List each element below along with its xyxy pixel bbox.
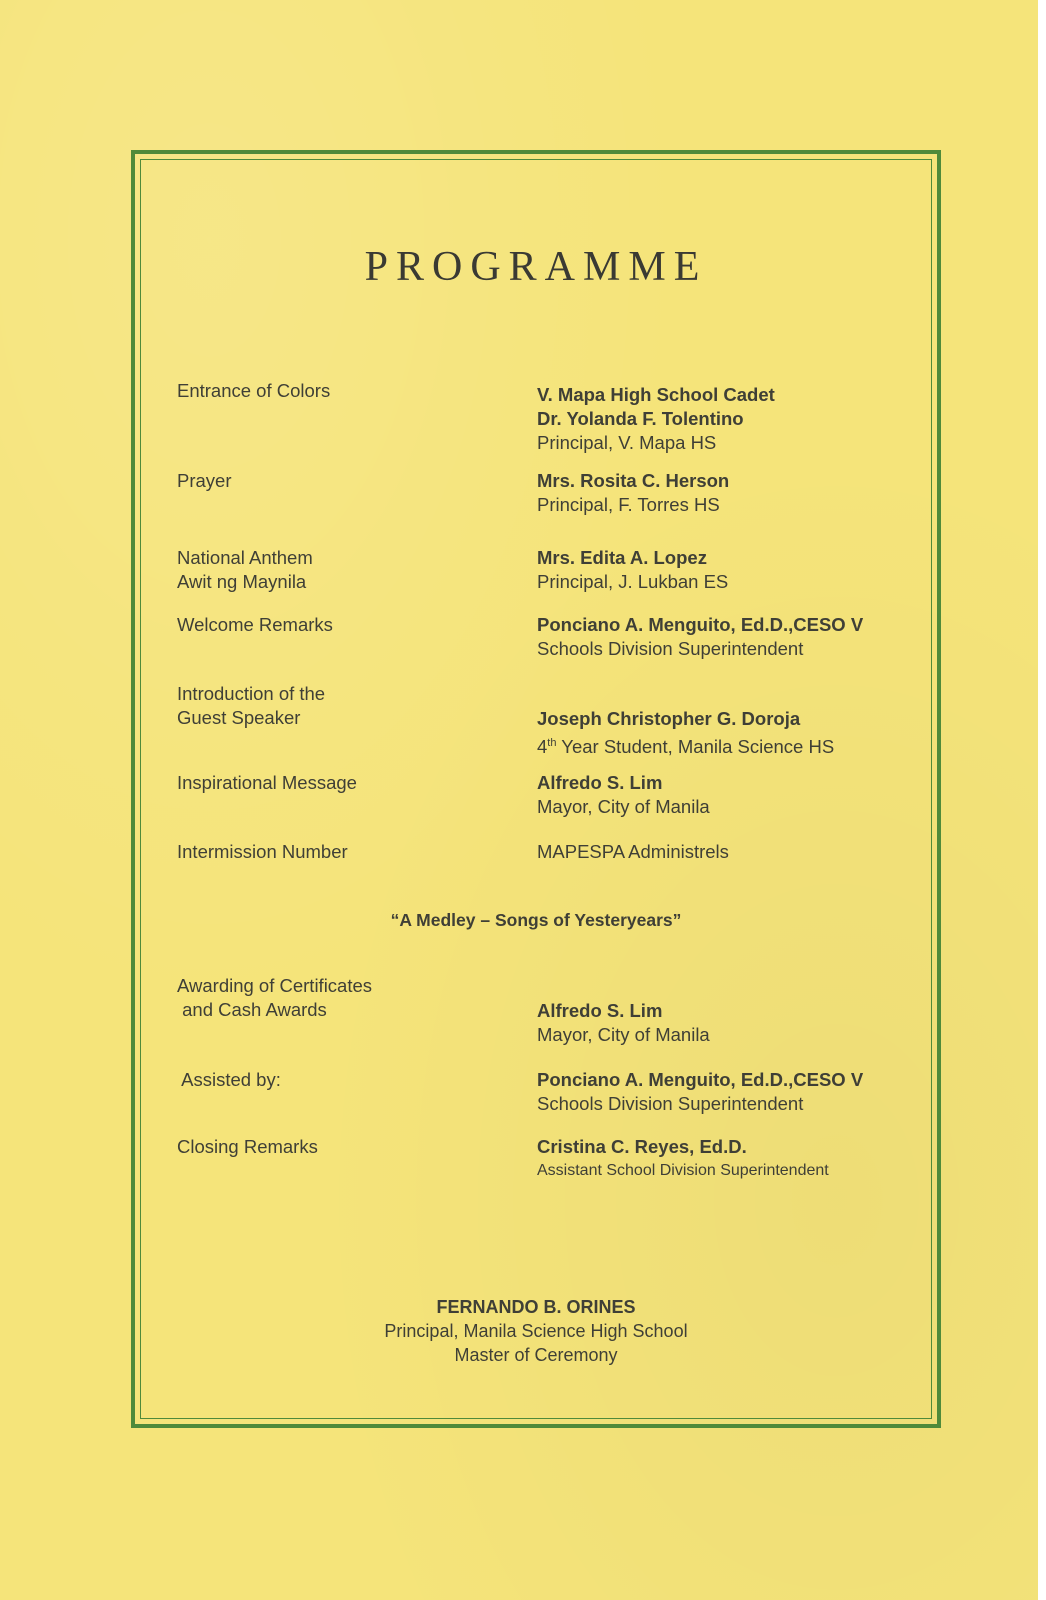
program-item-person: Cristina C. Reyes, Ed.D. Assistant School Division Superintendent (537, 1136, 829, 1179)
program-item-person: Alfredo S. Lim Mayor, City of Manila (537, 772, 710, 817)
program-item-label: Prayer (177, 470, 232, 491)
program-item-person: Alfredo S. Lim Mayor, City of Manila (537, 1000, 710, 1045)
program-item-label: National Anthem Awit ng Maynila (177, 547, 313, 592)
program-item-person: Joseph Christopher G. Doroja 4th Year Student, Manila Science HS (537, 708, 835, 758)
ordinal-number: 4 (537, 736, 548, 758)
program-item-label: Introduction of the Guest Speaker (177, 683, 326, 728)
paper-edge (1038, 0, 1046, 1600)
program-item-person: V. Mapa High School Cadet Dr. Yolanda F. Tolentino Principal, V. Mapa HS (537, 384, 775, 453)
program-item-label: Assisted by: (177, 1069, 281, 1090)
program-item-label: Awarding of Certificates and Cash Awards (177, 975, 373, 1020)
program-item-label: Intermission Number (177, 841, 348, 862)
program-item-person: Mrs. Edita A. Lopez Principal, J. Lukban ES (537, 547, 729, 592)
program-item-person: Ponciano A. Menguito, Ed.D.,CESO V Schools Division Superintendent (537, 1069, 864, 1114)
programme-title: PROGRAMME (364, 244, 708, 290)
ordinal-suffix: th (547, 737, 557, 749)
program-item-label: Inspirational Message (177, 772, 357, 793)
program-item-label: Entrance of Colors (177, 380, 331, 401)
program-item-person: Mrs. Rosita C. Herson Principal, F. Torres HS (537, 470, 730, 515)
program-item-label: Closing Remarks (177, 1136, 318, 1157)
program-item-person: MAPESPA Administrels (537, 841, 729, 862)
medley-title: “A Medley – Songs of Yesteryears” (390, 910, 682, 930)
master-of-ceremony: FERNANDO B. ORINES Principal, Manila Science High School Master of Ceremony (384, 1297, 688, 1365)
program-item-person: Ponciano A. Menguito, Ed.D.,CESO V Schools Division Superintendent (537, 614, 864, 659)
program-item-label: Welcome Remarks (177, 614, 333, 635)
